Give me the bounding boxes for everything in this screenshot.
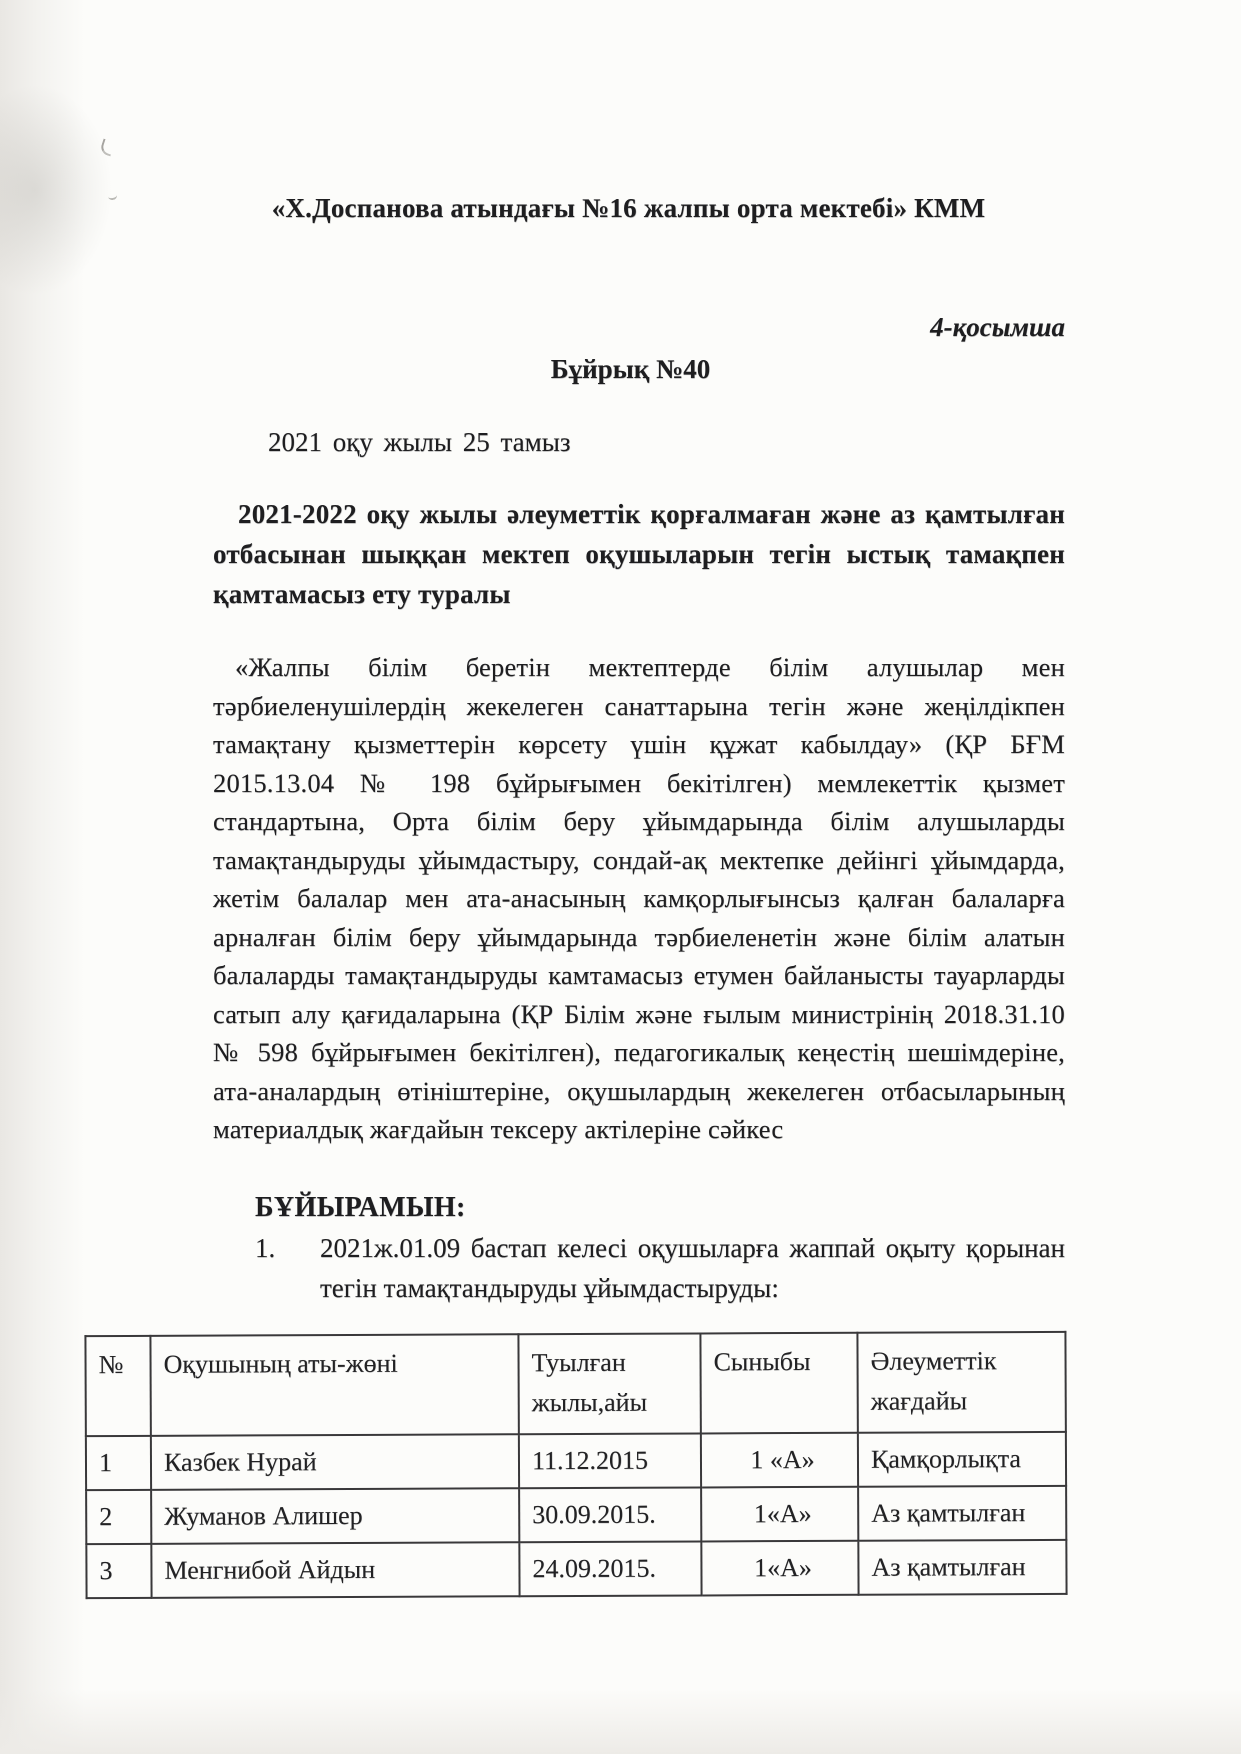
table-header-row — [85, 1332, 1065, 1436]
order-date: 2021 оқу жылы 25 тамыз — [268, 427, 571, 457]
scan-artifact — [99, 139, 115, 157]
subject-line: отбасынан шыққан мектеп оқушыларын тегін ыстық тамақпен — [213, 539, 1065, 569]
cell-social-status: Аз қамтылған — [858, 1540, 1066, 1595]
body-line: «Жалпы білім беретін мектептерде білім алушылар мен — [235, 652, 1065, 682]
body-line: стандартына, Орта білім беру ұйымдарында білім алушыларды — [213, 806, 1065, 836]
item-line: 2021ж.01.09 бастап келесі оқушыларға жаппай оқыту қорынан — [320, 1233, 1065, 1263]
order-subject — [213, 494, 1065, 614]
body-line: тамақтандыруды ұйымдастыру, сондай-ақ мектепке дейінгі ұйымдарда, — [213, 844, 1065, 875]
item-line: тегін тамақтандыруды ұйымдастыруды: — [320, 1273, 779, 1303]
appendix-label: 4-қосымша — [930, 312, 1065, 342]
body-line: материалдық жағдайын тексеру актілеріне сәйкес — [213, 1114, 784, 1144]
cell-social-status: Аз қамтылған — [858, 1486, 1066, 1541]
cell-birth-date: 30.09.2015. — [519, 1487, 701, 1542]
cell-social-status: Қамқорлықта — [858, 1432, 1066, 1487]
col-header-social-status: Әлеуметтік жағдайы — [857, 1332, 1065, 1433]
scan-smudge-corner — [0, 60, 170, 320]
cell-number: 1 — [86, 1436, 151, 1490]
cell-birth-date: 11.12.2015 — [519, 1433, 701, 1488]
col-header-student-name: Оқушының аты-жөні — [150, 1334, 518, 1436]
col-header-birth-date: Туылған жылы,айы — [518, 1333, 700, 1434]
body-line: № 598 бұйрығымен бекітілген), педагогикалық кеңестің шешімдеріне, — [213, 1037, 1065, 1067]
body-line: арналған білім беру ұйымдарында тәрбиеленетін және білім алатын — [213, 921, 1065, 952]
scan-shadow-bottom — [0, 1684, 1241, 1754]
order-body-paragraph — [213, 648, 1065, 1149]
body-line: 2015.13.04 № 198 бұйрығымен бекітілген) мемлекеттік қызмет — [213, 767, 1065, 798]
col-header-class: Сыныбы — [700, 1333, 857, 1434]
cell-number: 3 — [86, 1544, 151, 1598]
table-row — [86, 1432, 1066, 1490]
cell-class: 1«А» — [701, 1541, 858, 1596]
body-line: балаларды тамақтандыруды камтамасыз етумен байланысты тауарларды — [213, 960, 1065, 990]
students-table — [84, 1331, 1065, 1599]
item-number: 1. — [255, 1233, 276, 1263]
cell-number: 2 — [86, 1490, 151, 1544]
cell-class: 1«А» — [701, 1487, 858, 1542]
body-line: тәрбиеленушілердің жекелеген санаттарына тегін және жеңілдікпен — [213, 690, 1065, 721]
body-line: тамақтану қызметтерін көрсету үшін құжат кабылдау» (ҚР БҒМ — [213, 729, 1065, 759]
subject-line: қамтамасыз ету туралы — [213, 579, 511, 609]
cell-student-name: Менгнибой Айдын — [151, 1542, 519, 1598]
scan-shadow-left — [0, 0, 90, 1754]
subject-line: 2021-2022 оқу жылы әлеуметтік қорғалмаған және аз қамтылған — [238, 499, 1065, 529]
table-row — [86, 1486, 1066, 1544]
body-line: ата-аналардың өтініштеріне, оқушылардың жекелеген отбасыларының — [213, 1075, 1065, 1106]
table-row — [86, 1540, 1066, 1598]
order-item-1 — [255, 1228, 1065, 1308]
cell-student-name: Казбек Нурай — [151, 1434, 519, 1490]
decree-heading: БҰЙЫРАМЫН: — [255, 1192, 466, 1223]
body-line: жетім балалар мен ата-анасының камқорлығынсыз қалған балаларға — [213, 883, 1065, 913]
body-line: сатып алу қағидаларына (ҚР Білім және ғылым министрінің 2018.31.10 — [213, 998, 1065, 1029]
cell-student-name: Жуманов Алишер — [151, 1488, 519, 1544]
order-title: Бұйрық №40 — [550, 354, 711, 384]
cell-birth-date: 24.09.2015. — [519, 1541, 701, 1596]
col-header-number: № — [85, 1336, 150, 1436]
cell-class: 1 «А» — [701, 1433, 858, 1488]
organization-header: «Х.Доспанова атындағы №16 жалпы орта мектебі» КММ — [271, 193, 986, 223]
